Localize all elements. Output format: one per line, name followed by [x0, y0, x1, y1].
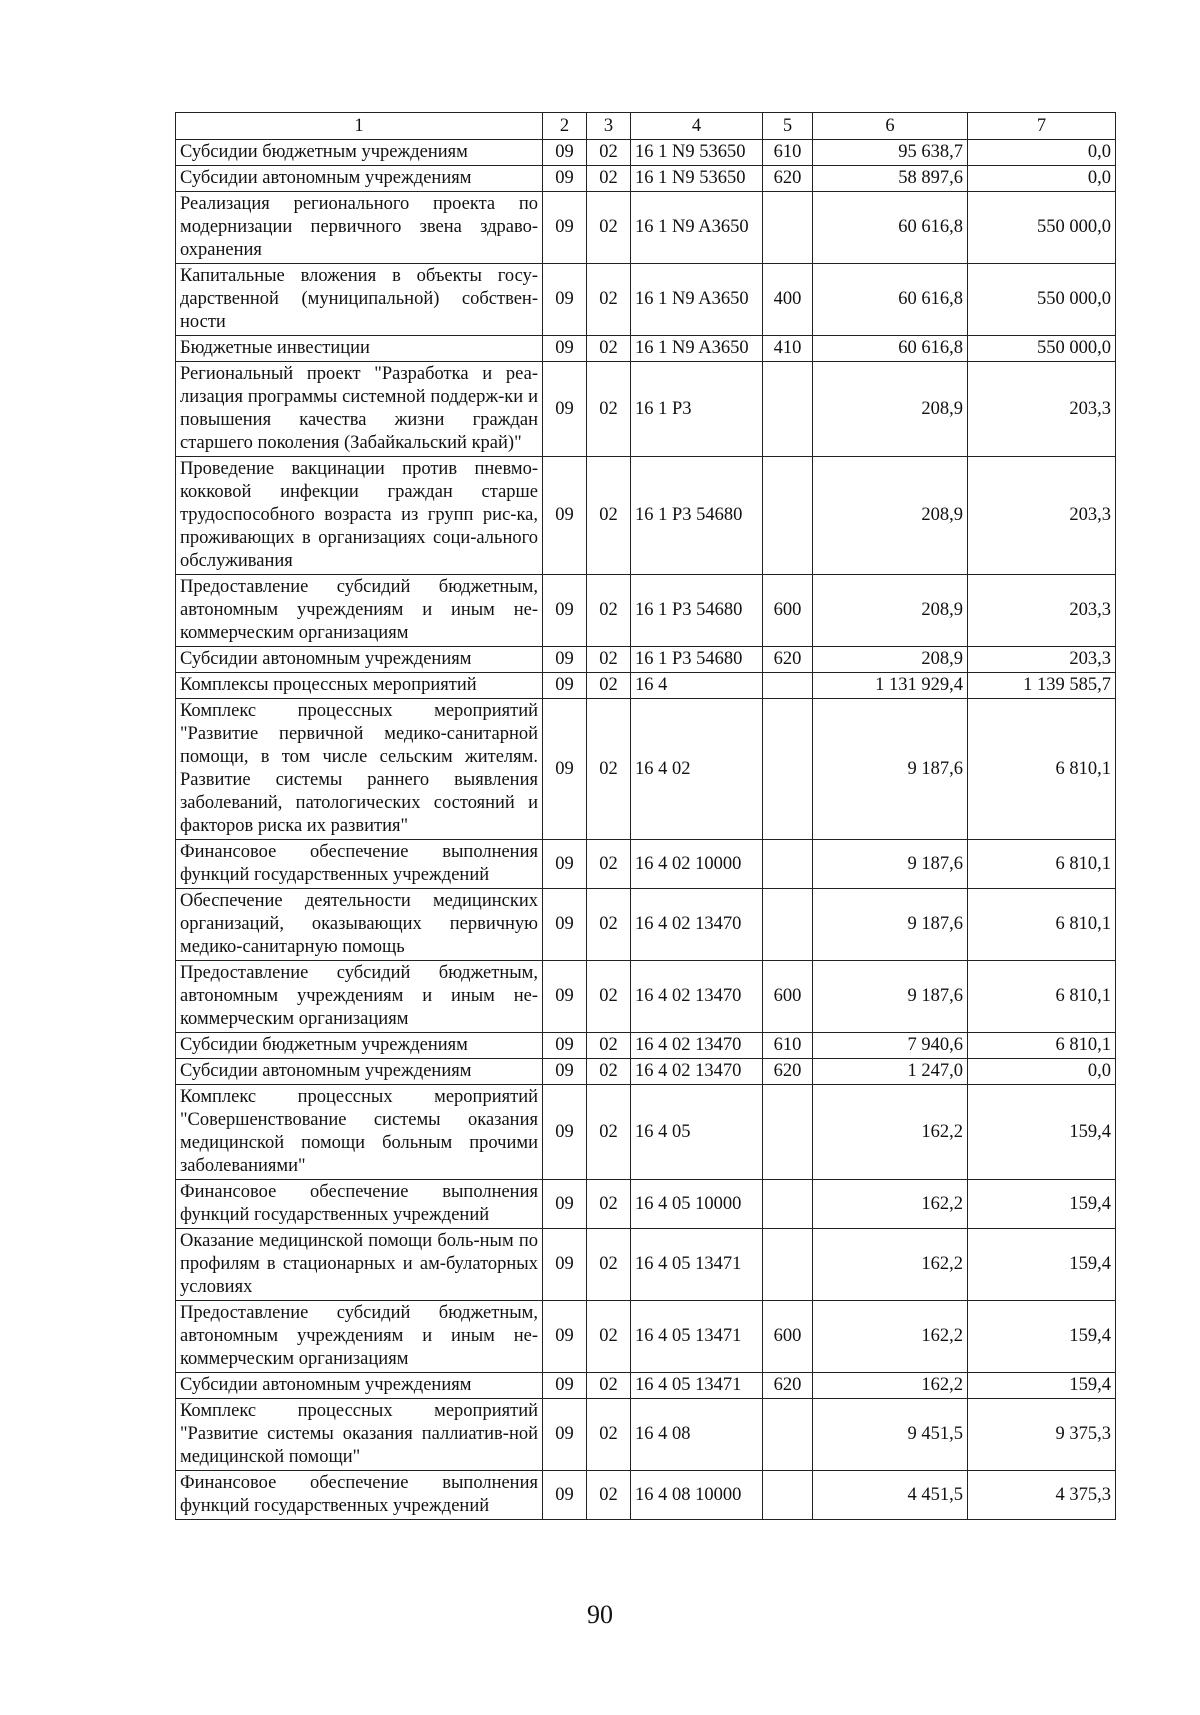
table-row	[176, 1399, 1116, 1471]
row-target-article-cell: 16 4 02 13470	[631, 1059, 763, 1085]
row-amount-1-cell: 162,2	[813, 1229, 968, 1301]
row-subsection-cell: 02	[587, 1085, 631, 1180]
row-subsection-cell: 02	[587, 699, 631, 840]
row-amount-1-cell: 1 247,0	[813, 1059, 968, 1085]
table-row	[176, 1301, 1116, 1373]
row-expense-type-cell	[763, 840, 813, 889]
table-row	[176, 457, 1116, 575]
row-target-article-cell: 16 1 N9 53650	[631, 166, 763, 192]
row-subsection-cell: 02	[587, 1471, 631, 1520]
row-amount-1-cell: 60 616,8	[813, 192, 968, 264]
row-section-cell: 09	[543, 336, 587, 362]
row-subsection-cell: 02	[587, 264, 631, 336]
table-row	[176, 362, 1116, 457]
row-section-cell: 09	[543, 1033, 587, 1059]
row-section-cell: 09	[543, 362, 587, 457]
row-name-cell: Предоставление субсидий бюджетным, автономным учреждениям и иным не-коммерческим организациям	[176, 961, 543, 1033]
row-subsection-cell: 02	[587, 1399, 631, 1471]
row-subsection-cell: 02	[587, 1229, 631, 1301]
row-amount-2-cell: 6 810,1	[968, 840, 1116, 889]
row-subsection-cell: 02	[587, 889, 631, 961]
row-subsection-cell: 02	[587, 192, 631, 264]
row-amount-2-cell: 4 375,3	[968, 1471, 1116, 1520]
row-section-cell: 09	[543, 673, 587, 699]
row-expense-type-cell: 410	[763, 336, 813, 362]
row-amount-2-cell: 0,0	[968, 1059, 1116, 1085]
row-amount-2-cell: 159,4	[968, 1229, 1116, 1301]
row-name-cell: Реализация регионального проекта по модернизации первичного звена здраво-охранения	[176, 192, 543, 264]
budget-table	[175, 112, 1116, 1520]
row-target-article-cell: 16 4 02 13470	[631, 889, 763, 961]
header-cell: 6	[813, 113, 968, 140]
row-amount-1-cell: 208,9	[813, 362, 968, 457]
row-amount-1-cell: 60 616,8	[813, 264, 968, 336]
row-target-article-cell: 16 1 P3 54680	[631, 575, 763, 647]
row-target-article-cell: 16 1 P3	[631, 362, 763, 457]
row-expense-type-cell: 620	[763, 647, 813, 673]
row-expense-type-cell	[763, 457, 813, 575]
row-name-cell: Бюджетные инвестиции	[176, 336, 543, 362]
header-cell: 3	[587, 113, 631, 140]
row-expense-type-cell	[763, 673, 813, 699]
row-amount-1-cell: 9 451,5	[813, 1399, 968, 1471]
table-row	[176, 1373, 1116, 1399]
row-expense-type-cell: 400	[763, 264, 813, 336]
row-expense-type-cell: 620	[763, 1373, 813, 1399]
header-cell: 7	[968, 113, 1116, 140]
table-row	[176, 1033, 1116, 1059]
row-name-cell: Комплекс процессных мероприятий "Развитие первичной медико-санитарной помощи, в том числе сельским жителям. Развитие системы раннего выявления заболеваний, патологических состояний и факторов риска их развития"	[176, 699, 543, 840]
table-row	[176, 140, 1116, 166]
table-row	[176, 961, 1116, 1033]
row-subsection-cell: 02	[587, 362, 631, 457]
row-name-cell: Региональный проект "Разработка и реа-лизация программы системной поддерж-ки и повышения качества жизни граждан старшего поколения (Забайкальский край)"	[176, 362, 543, 457]
row-name-cell: Субсидии бюджетным учреждениям	[176, 140, 543, 166]
row-section-cell: 09	[543, 961, 587, 1033]
row-amount-2-cell: 159,4	[968, 1085, 1116, 1180]
row-target-article-cell: 16 4 08	[631, 1399, 763, 1471]
row-name-cell: Финансовое обеспечение выполнения функций государственных учреждений	[176, 1471, 543, 1520]
row-amount-2-cell: 6 810,1	[968, 699, 1116, 840]
row-name-cell: Субсидии автономным учреждениям	[176, 1373, 543, 1399]
row-section-cell: 09	[543, 1301, 587, 1373]
row-expense-type-cell: 600	[763, 961, 813, 1033]
row-amount-1-cell: 7 940,6	[813, 1033, 968, 1059]
table-row	[176, 1059, 1116, 1085]
row-subsection-cell: 02	[587, 1033, 631, 1059]
row-expense-type-cell	[763, 699, 813, 840]
row-name-cell: Комплекс процессных мероприятий "Развитие системы оказания паллиатив-ной медицинской помощи"	[176, 1399, 543, 1471]
table-row	[176, 647, 1116, 673]
row-section-cell: 09	[543, 575, 587, 647]
table-row	[176, 1180, 1116, 1229]
row-section-cell: 09	[543, 1059, 587, 1085]
row-section-cell: 09	[543, 840, 587, 889]
row-amount-2-cell: 159,4	[968, 1301, 1116, 1373]
row-section-cell: 09	[543, 140, 587, 166]
row-amount-2-cell: 203,3	[968, 575, 1116, 647]
row-target-article-cell: 16 4 05 13471	[631, 1373, 763, 1399]
row-name-cell: Предоставление субсидий бюджетным, автономным учреждениям и иным не-коммерческим организациям	[176, 1301, 543, 1373]
row-section-cell: 09	[543, 1180, 587, 1229]
row-amount-2-cell: 1 139 585,7	[968, 673, 1116, 699]
row-amount-2-cell: 159,4	[968, 1180, 1116, 1229]
header-cell: 1	[176, 113, 543, 140]
row-amount-1-cell: 162,2	[813, 1373, 968, 1399]
row-name-cell: Субсидии бюджетным учреждениям	[176, 1033, 543, 1059]
table-row	[176, 889, 1116, 961]
table-header	[176, 113, 1116, 140]
row-name-cell: Оказание медицинской помощи боль-ным по профилям в стационарных и ам-булаторных условиях	[176, 1229, 543, 1301]
row-amount-2-cell: 203,3	[968, 457, 1116, 575]
row-amount-1-cell: 9 187,6	[813, 961, 968, 1033]
row-name-cell: Субсидии автономным учреждениям	[176, 1059, 543, 1085]
row-target-article-cell: 16 1 N9 A3650	[631, 336, 763, 362]
row-section-cell: 09	[543, 1399, 587, 1471]
row-name-cell: Обеспечение деятельности медицинских организаций, оказывающих первичную медико-санитарную помощь	[176, 889, 543, 961]
row-amount-1-cell: 95 638,7	[813, 140, 968, 166]
row-target-article-cell: 16 1 N9 A3650	[631, 192, 763, 264]
row-subsection-cell: 02	[587, 575, 631, 647]
row-name-cell: Финансовое обеспечение выполнения функций государственных учреждений	[176, 1180, 543, 1229]
row-section-cell: 09	[543, 166, 587, 192]
row-name-cell: Субсидии автономным учреждениям	[176, 166, 543, 192]
row-section-cell: 09	[543, 889, 587, 961]
header-row	[176, 113, 1116, 140]
row-amount-2-cell: 203,3	[968, 647, 1116, 673]
row-subsection-cell: 02	[587, 1373, 631, 1399]
row-amount-1-cell: 9 187,6	[813, 889, 968, 961]
row-expense-type-cell: 620	[763, 1059, 813, 1085]
row-amount-2-cell: 550 000,0	[968, 264, 1116, 336]
row-subsection-cell: 02	[587, 961, 631, 1033]
row-amount-2-cell: 9 375,3	[968, 1399, 1116, 1471]
row-target-article-cell: 16 4	[631, 673, 763, 699]
table-row	[176, 1471, 1116, 1520]
row-amount-2-cell: 0,0	[968, 140, 1116, 166]
row-subsection-cell: 02	[587, 1059, 631, 1085]
row-amount-1-cell: 208,9	[813, 457, 968, 575]
row-target-article-cell: 16 4 02 10000	[631, 840, 763, 889]
row-target-article-cell: 16 1 N9 53650	[631, 140, 763, 166]
table-row	[176, 575, 1116, 647]
row-amount-1-cell: 208,9	[813, 647, 968, 673]
row-expense-type-cell	[763, 362, 813, 457]
table-row	[176, 336, 1116, 362]
row-expense-type-cell: 610	[763, 140, 813, 166]
row-section-cell: 09	[543, 699, 587, 840]
row-amount-1-cell: 9 187,6	[813, 840, 968, 889]
row-section-cell: 09	[543, 1471, 587, 1520]
table-row	[176, 673, 1116, 699]
row-target-article-cell: 16 1 P3 54680	[631, 647, 763, 673]
row-amount-2-cell: 6 810,1	[968, 889, 1116, 961]
row-section-cell: 09	[543, 647, 587, 673]
row-section-cell: 09	[543, 1085, 587, 1180]
row-expense-type-cell	[763, 1471, 813, 1520]
row-name-cell: Субсидии автономным учреждениям	[176, 647, 543, 673]
header-cell: 4	[631, 113, 763, 140]
row-section-cell: 09	[543, 1229, 587, 1301]
row-amount-2-cell: 550 000,0	[968, 192, 1116, 264]
row-subsection-cell: 02	[587, 336, 631, 362]
row-name-cell: Капитальные вложения в объекты госу-дарственной (муниципальной) собствен-ности	[176, 264, 543, 336]
page-number: 90	[587, 1600, 613, 1629]
row-target-article-cell: 16 4 08 10000	[631, 1471, 763, 1520]
row-section-cell: 09	[543, 192, 587, 264]
row-expense-type-cell: 620	[763, 166, 813, 192]
row-amount-1-cell: 162,2	[813, 1301, 968, 1373]
row-amount-2-cell: 550 000,0	[968, 336, 1116, 362]
row-amount-1-cell: 58 897,6	[813, 166, 968, 192]
row-subsection-cell: 02	[587, 1180, 631, 1229]
table-row	[176, 1229, 1116, 1301]
row-amount-2-cell: 6 810,1	[968, 1033, 1116, 1059]
row-target-article-cell: 16 4 02 13470	[631, 1033, 763, 1059]
row-amount-1-cell: 9 187,6	[813, 699, 968, 840]
header-cell: 2	[543, 113, 587, 140]
row-expense-type-cell	[763, 192, 813, 264]
row-amount-1-cell: 4 451,5	[813, 1471, 968, 1520]
table-body	[176, 140, 1116, 1520]
row-subsection-cell: 02	[587, 1301, 631, 1373]
row-expense-type-cell	[763, 1229, 813, 1301]
row-name-cell: Проведение вакцинации против пневмо-кокковой инфекции граждан старше трудоспособного возраста из групп рис-ка, проживающих в организациях соци-ального обслуживания	[176, 457, 543, 575]
row-subsection-cell: 02	[587, 140, 631, 166]
row-subsection-cell: 02	[587, 647, 631, 673]
row-section-cell: 09	[543, 264, 587, 336]
table-row	[176, 699, 1116, 840]
row-amount-2-cell: 6 810,1	[968, 961, 1116, 1033]
row-expense-type-cell	[763, 1085, 813, 1180]
table-row	[176, 264, 1116, 336]
table-row	[176, 192, 1116, 264]
table-row	[176, 840, 1116, 889]
row-amount-2-cell: 0,0	[968, 166, 1116, 192]
row-amount-1-cell: 60 616,8	[813, 336, 968, 362]
row-target-article-cell: 16 4 05 10000	[631, 1180, 763, 1229]
row-amount-1-cell: 162,2	[813, 1085, 968, 1180]
header-cell: 5	[763, 113, 813, 140]
row-subsection-cell: 02	[587, 840, 631, 889]
row-amount-1-cell: 162,2	[813, 1180, 968, 1229]
row-expense-type-cell: 610	[763, 1033, 813, 1059]
row-target-article-cell: 16 4 02	[631, 699, 763, 840]
row-target-article-cell: 16 4 05 13471	[631, 1229, 763, 1301]
row-amount-1-cell: 1 131 929,4	[813, 673, 968, 699]
row-target-article-cell: 16 4 05 13471	[631, 1301, 763, 1373]
row-target-article-cell: 16 4 05	[631, 1085, 763, 1180]
row-name-cell: Финансовое обеспечение выполнения функций государственных учреждений	[176, 840, 543, 889]
row-expense-type-cell	[763, 1180, 813, 1229]
row-subsection-cell: 02	[587, 673, 631, 699]
row-subsection-cell: 02	[587, 166, 631, 192]
row-name-cell: Комплекс процессных мероприятий "Совершенствование системы оказания медицинской помощи больным прочими заболеваниями"	[176, 1085, 543, 1180]
row-target-article-cell: 16 4 02 13470	[631, 961, 763, 1033]
table-row	[176, 166, 1116, 192]
row-section-cell: 09	[543, 1373, 587, 1399]
row-expense-type-cell	[763, 1399, 813, 1471]
row-expense-type-cell	[763, 889, 813, 961]
table-row	[176, 1085, 1116, 1180]
row-amount-2-cell: 159,4	[968, 1373, 1116, 1399]
row-section-cell: 09	[543, 457, 587, 575]
row-name-cell: Предоставление субсидий бюджетным, автономным учреждениям и иным не-коммерческим организациям	[176, 575, 543, 647]
row-expense-type-cell: 600	[763, 575, 813, 647]
row-expense-type-cell: 600	[763, 1301, 813, 1373]
row-subsection-cell: 02	[587, 457, 631, 575]
row-amount-1-cell: 208,9	[813, 575, 968, 647]
row-name-cell: Комплексы процессных мероприятий	[176, 673, 543, 699]
row-target-article-cell: 16 1 N9 A3650	[631, 264, 763, 336]
row-amount-2-cell: 203,3	[968, 362, 1116, 457]
row-target-article-cell: 16 1 P3 54680	[631, 457, 763, 575]
